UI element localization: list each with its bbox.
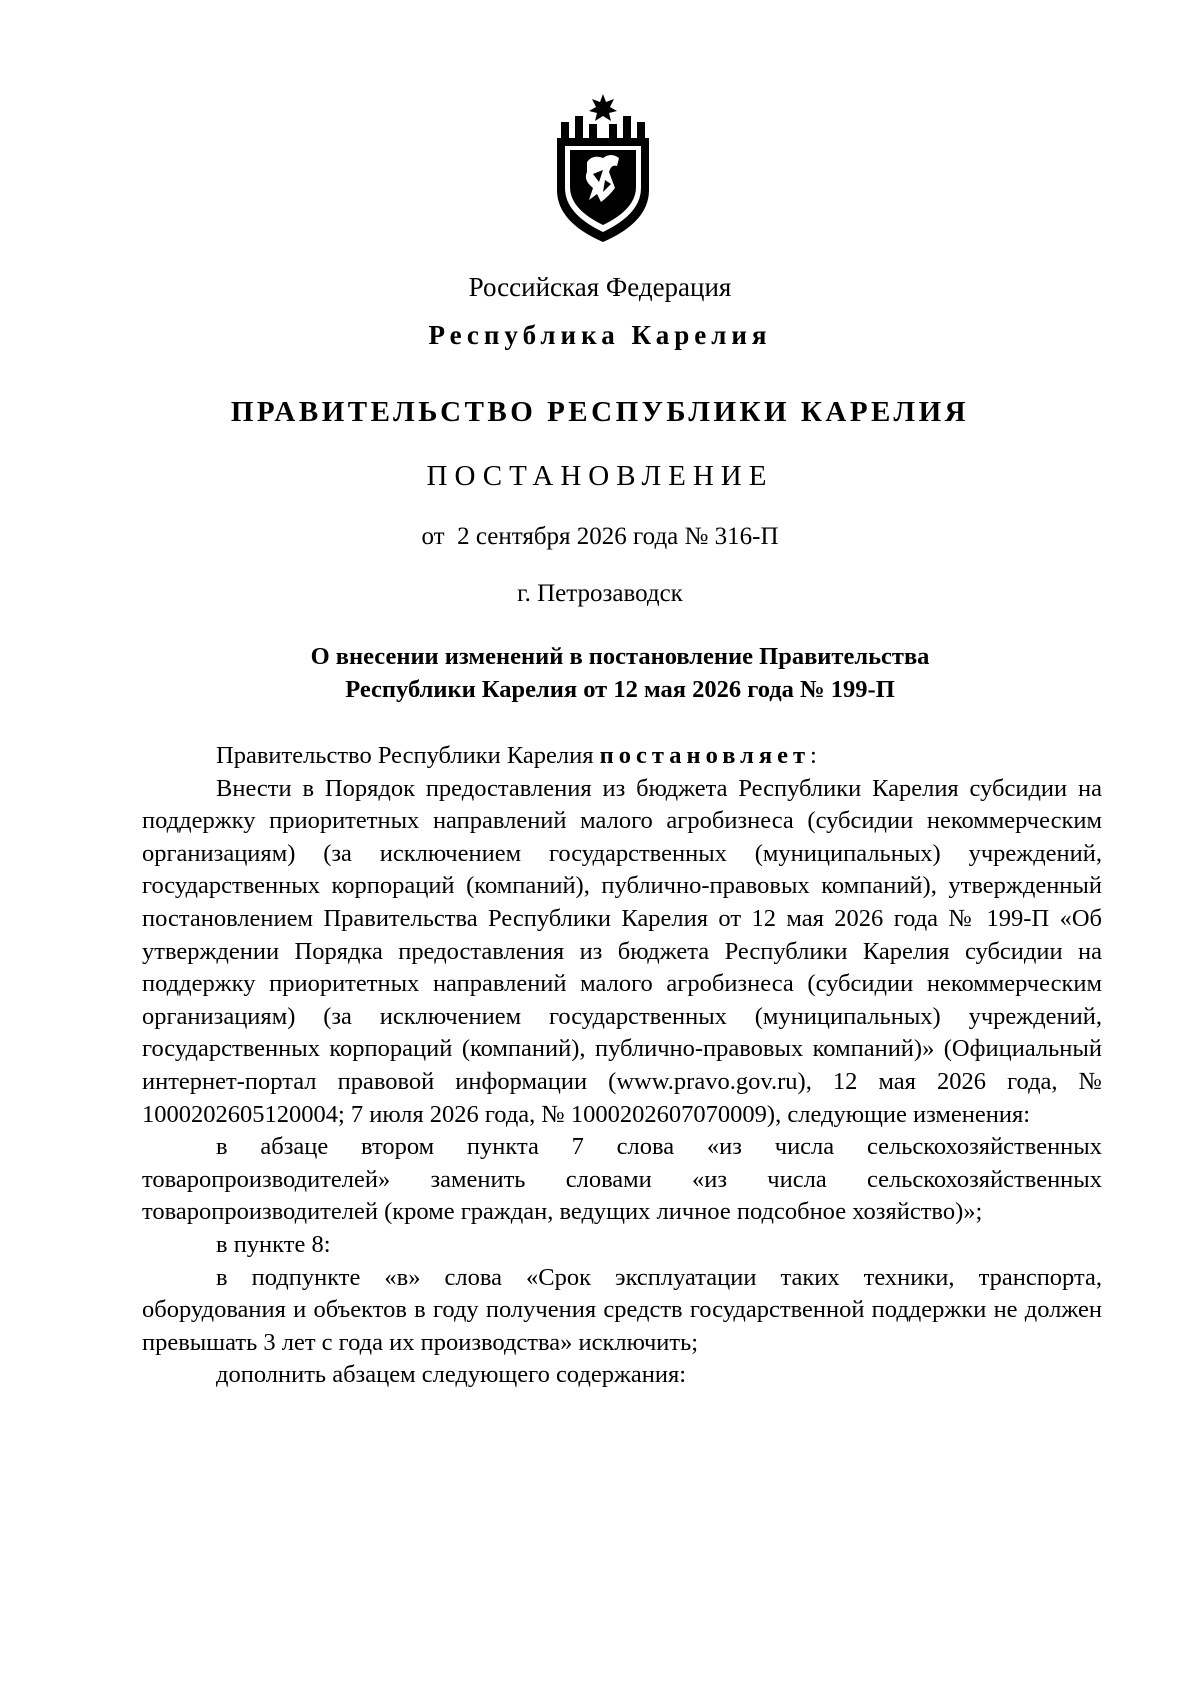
karelia-coat-of-arms-icon [553,92,653,244]
preamble-paragraph [142,740,1102,773]
body-paragraph: Внести в Порядок предоставления из бюджета Республики Карелия субсидии на поддержку приоритетных направлений малого агробизнеса (субсидии некоммерческим организациям) (за исключением государственных (муниципальных) учреждений, государственных корпораций (компаний), публично-правовых компаний), утвержденный постановлением Правительства Республики Карелия от 12 мая 2026 года № 199-П «Об утверждении Порядка предоставления из бюджета Республики Карелия субсидии на поддержку приоритетных направлений малого агробизнеса (субсидии некоммерческим организациям) (за исключением государственных (муниципальных) учреждений, государственных корпораций (компаний), публично-правовых компаний)» (Официальный интернет-портал правовой информации (www.pravo.gov.ru), 12 мая 2026 года, № 1000202605120004; 7 июля 2026 года, № 1000202607070009), следующие изменения: [142,774,1102,1128]
body-paragraph: в абзаце втором пункта 7 слова «из числа сельскохозяйственных товаропроизводителей» заменить словами «из числа сельскохозяйственных товаропроизводителей (кроме граждан, ведущих личное подсобное хозяйство)»; [142,1133,1102,1226]
document-city: г. Петрозаводск [517,580,683,607]
document-date-number: от 2 сентября 2026 года № 316-П [421,523,779,550]
document-body [142,740,1102,1392]
body-paragraph: в подпункте «в» слова «Срок эксплуатации таких техники, транспорта, оборудования и объектов в году получения средств государственной поддержки не должен превышать 3 лет с года их производства» исключить; [142,1263,1102,1356]
preamble-prefix: Правительство Республики Карелия [216,742,600,769]
government-name: ПРАВИТЕЛЬСТВО РЕСПУБЛИКИ КАРЕЛИЯ [230,396,970,428]
republic-name: Республика Карелия [428,320,772,350]
preamble-suffix: : [810,742,817,769]
document-type: ПОСТАНОВЛЕНИЕ [426,460,774,492]
country-name: Российская Федерация [468,272,732,302]
preamble-verb: постановляет [599,742,811,769]
body-paragraph: в пункте 8: [216,1230,331,1258]
document-title [140,640,1100,706]
body-paragraph: дополнить абзацем следующего содержания: [216,1361,687,1389]
document-title-line: О внесении изменений в постановление Правительства [310,643,930,670]
document-title-line: Республики Карелия от 12 мая 2026 года № 199-П [345,676,895,703]
